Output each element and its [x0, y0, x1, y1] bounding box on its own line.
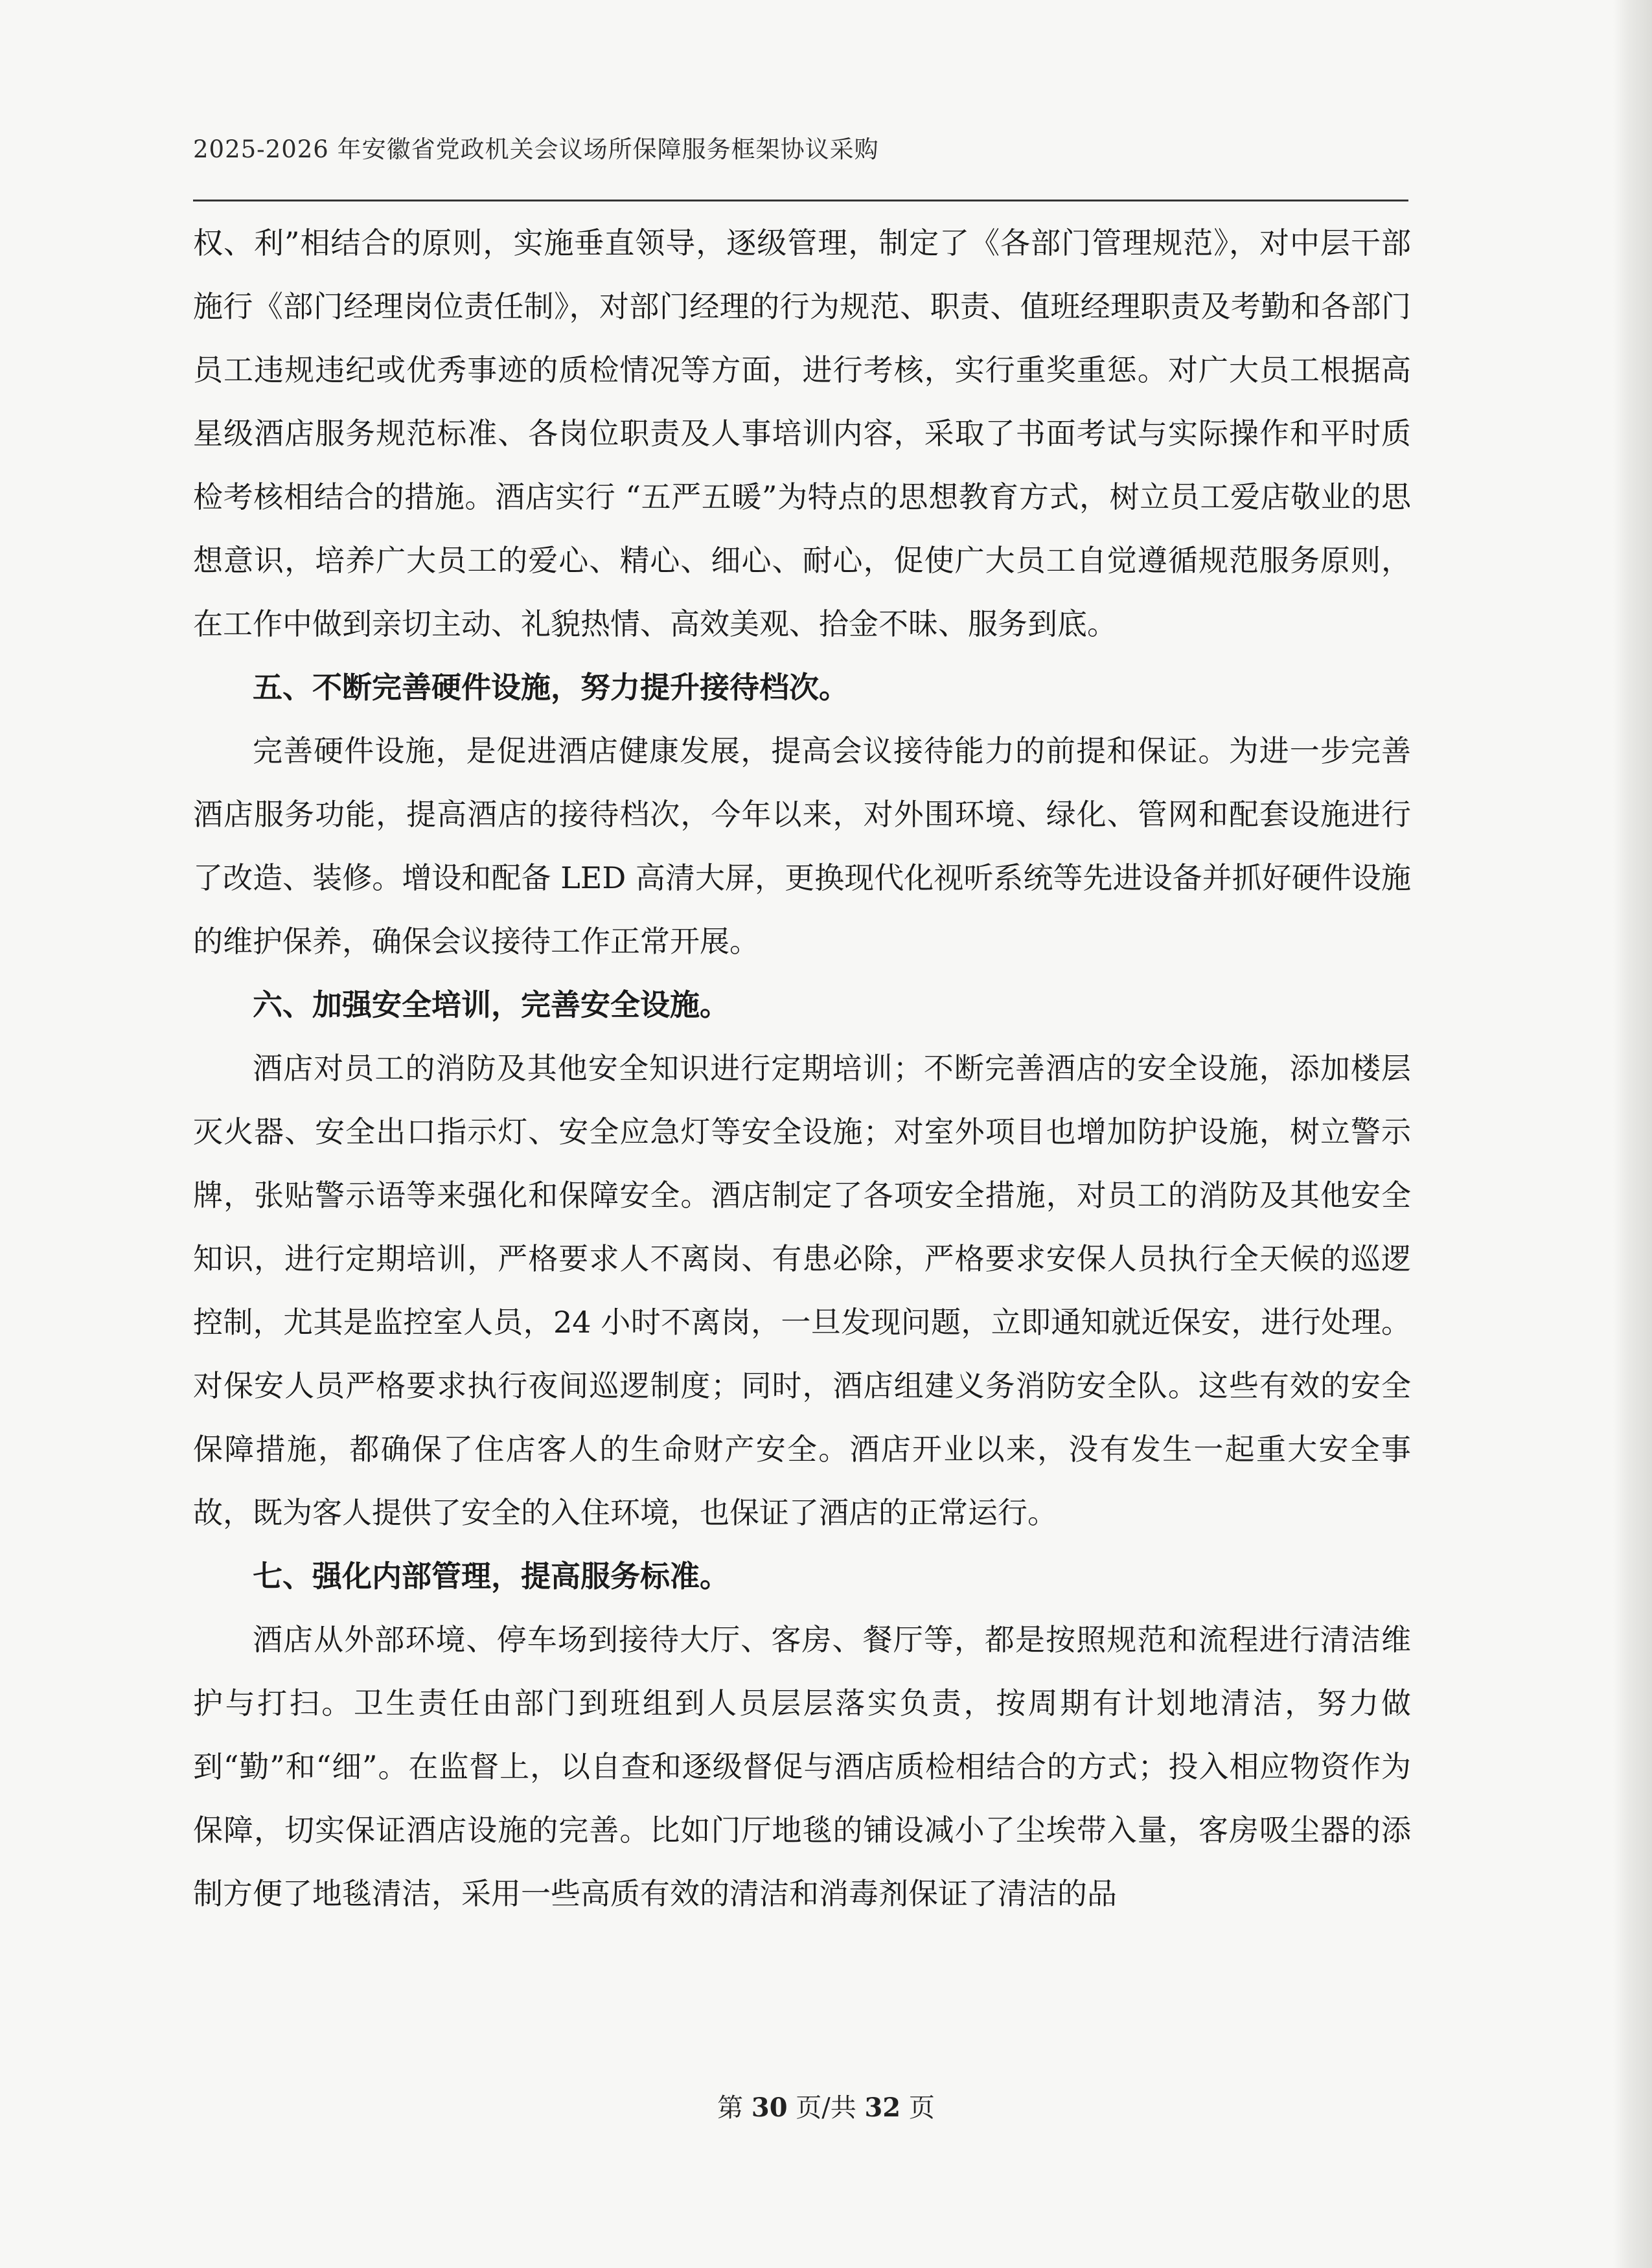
- footer-middle: 页/共: [787, 2093, 865, 2123]
- page-edge: [1613, 0, 1652, 2268]
- current-page-number: 30: [751, 2092, 788, 2123]
- footer-suffix: 页: [901, 2093, 935, 2123]
- document-header: 2025-2026 年安徽省党政机关会议场所保障服务框架协议采购: [193, 135, 879, 163]
- page-footer: [0, 2087, 1652, 2124]
- footer-prefix: 第: [717, 2093, 751, 2123]
- section-heading-6: 六、加强安全培训，完善安全设施。: [253, 987, 729, 1022]
- document-body: [193, 211, 1411, 1925]
- section-heading-5: 五、不断完善硬件设施，努力提升接待档次。: [253, 670, 849, 705]
- paragraph-safety: 酒店对员工的消防及其他安全知识进行定期培训；不断完善酒店的安全设施，添加楼层灭火器、安全出口指示灯、安全应急灯等安全设施；对室外项目也增加防护设施，树立警示牌，张贴警示语等来强化和保障安全。酒店制定了各项安全措施，对员工的消防及其他安全知识，进行定期培训，严格要求人不离岗、有患必除，严格要求安保人员执行全天候的巡逻控制，尤其是监控室人员，24 小时不离岗，一旦发现问题，立即通知就近保安，进行处理。对保安人员严格要求执行夜间巡逻制度；同时，酒店组建义务消防安全队。这些有效的安全保障措施，都确保了住店客人的生命财产安全。酒店开业以来，没有发生一起重大安全事故，既为客人提供了安全的入住环境，也保证了酒店的正常运行。: [193, 1051, 1411, 1530]
- section-heading-7: 七、强化内部管理，提高服务标准。: [253, 1559, 729, 1594]
- paragraph-management: 酒店从外部环境、停车场到接待大厅、客房、餐厅等，都是按照规范和流程进行清洁维护与打扫。卫生责任由部门到班组到人员层层落实负责，按周期有计划地清洁，努力做到“勤”和“细”。在监督上，以自查和逐级督促与酒店质检相结合的方式；投入相应物资作为保障，切实保证酒店设施的完善。比如门厅地毯的铺设减小了尘埃带入量，客房吸尘器的添制方便了地毯清洁，采用一些高质有效的清洁和消毒剂保证了清洁的品: [193, 1622, 1411, 1911]
- paragraph-continued: 权、利”相结合的原则，实施垂直领导，逐级管理，制定了《各部门管理规范》，对中层干部施行《部门经理岗位责任制》，对部门经理的行为规范、职责、值班经理职责及考勤和各部门员工违规违纪或优秀事迹的质检情况等方面，进行考核，实行重奖重惩。对广大员工根据高星级酒店服务规范标准、各岗位职责及人事培训内容，采取了书面考试与实际操作和平时质检考核相结合的措施。酒店实行 “五严五暖”为特点的思想教育方式，树立员工爱店敬业的思想意识，培养广大员工的爱心、精心、细心、耐心，促使广大员工自觉遵循规范服务原则，在工作中做到亲切主动、礼貌热情、高效美观、拾金不昧、服务到底。: [193, 225, 1411, 641]
- paragraph-hardware: 完善硬件设施，是促进酒店健康发展，提高会议接待能力的前提和保证。为进一步完善酒店服务功能，提高酒店的接待档次，今年以来，对外围环境、绿化、管网和配套设施进行了改造、装修。增设和配备 LED 高清大屏，更换现代化视听系统等先进设备并抓好硬件设施的维护保养，确保会议接待工作正常开展。: [193, 733, 1411, 959]
- header-divider: [193, 200, 1408, 201]
- total-page-count: 32: [864, 2092, 901, 2123]
